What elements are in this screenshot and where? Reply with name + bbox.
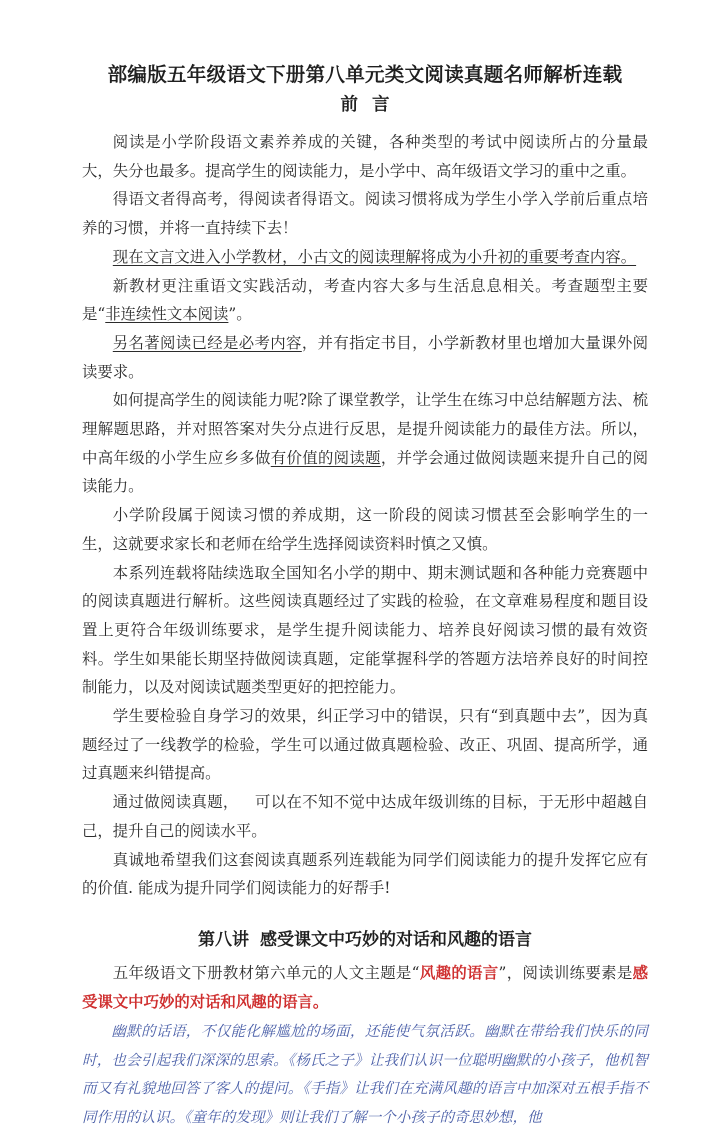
document-title: 部编版五年级语文下册第八单元类文阅读真题名师解析连载 [107, 63, 623, 86]
section-heading [82, 925, 648, 955]
paragraph-6 [82, 386, 648, 501]
paragraph-8: 本系列连载将陆续选取全国知名小学的期中、期末测试题和各种能力竞赛题中的阅读真题进行解析。这些阅读真题经过了实践的检验，在文章难易程度和题目设置上更符合年级训练要求，是学生提升阅读能力、培养良好阅读习惯的最有效资料。学生如果能长期坚持做阅读真题，定能掌握科学的答题方法培养良好的时间控制能力，以及对阅读试题类型更好的把控能力。 [82, 563, 648, 697]
underlined-text-noncontinuous-reading: 非连续性文本阅读 [105, 305, 229, 324]
highlight-reading-training-element: 感受课文中巧妙的对话和风趣的语言。 [82, 963, 648, 1011]
paragraph-6-tail: ，并学会通过做阅读题来提升自己的阅读能力。 [82, 448, 648, 496]
paragraph-12 [82, 959, 648, 1016]
paragraph-13: 幽默的话语，不仅能化解尴尬的场面，还能使气氛活跃。幽默在带给我们快乐的同时，也会引起我们深深的思索。《杨氏之子》让我们认识一位聪明幽默的小孩子，他机智而又有礼貌地回答了客人的提问。《手指》让我们在充满风趣的语言中加深对五根手指不同作用的认识。《童年的发现》则让我们了解一个小孩子的奇思妙想，他 [82, 1023, 648, 1126]
paragraph-1: 阅读是小学阶段语文素养养成的关键，各种类型的考试中阅读所占的分量最大，失分也最多。提高学生的阅读能力，是小学中、高年级语文学习的重中之重。 [82, 133, 648, 180]
paragraph-12-mid: ”，阅读训练要素是 [498, 963, 633, 982]
highlight-humorous-language: 风趣的语言 [419, 963, 499, 982]
section-heading-text: 感受课文中巧妙的对话和风趣的语言 [260, 929, 532, 950]
document-subtitle [82, 90, 648, 120]
paragraph-7: 小学阶段属于阅读习惯的养成期，这一阶段的阅读习惯甚至会影响学生的一生，这就要求家长和老师在给学生选择阅读资料时慎之又慎。 [82, 506, 648, 553]
paragraph-11: 真诚地希望我们这套阅读真题系列连载能为同学们阅读能力的提升发挥它应有的价值. 能成为提升同学们阅读能力的好帮手! [82, 850, 648, 898]
paragraph-2: 得语文者得高考，得阅读者得语文。阅读习惯将成为学生小学入学前后重点培养的习惯，并将一直持续下去！ [82, 190, 648, 238]
paragraph-9: 学生要检验自身学习的效果，纠正学习中的错误，只有“到真题中去”，因为真题经过了一线教学的检验，学生可以通过做真题检验、改正、巩固、提高所学，通过真题来纠错提高。 [82, 707, 648, 783]
underlined-text-masterpiece-reading: 另名著阅读已经是必考内容 [112, 333, 302, 352]
underlined-text-classical-chinese: 现在文言文进入小学教材，小古文的阅读理解将成为小升初的重要考查内容。 [112, 247, 637, 266]
paragraph-10-tail: 可以在不知不觉中达成年级训练的目标，于无形中超越自己，提升自己的阅读水平。 [82, 793, 648, 840]
paragraph-4-tail: ”。 [228, 305, 252, 324]
underlined-text-valuable-reading-questions: 有价值的阅读题 [270, 448, 381, 467]
paragraph-5 [82, 329, 648, 386]
section-heading-number: 第八讲 [198, 929, 249, 950]
paragraph-4 [82, 272, 648, 329]
paragraph-5-tail: ，并有指定书目，小学新教材里也增加大量课外阅读要求。 [82, 333, 648, 381]
subtitle-word-second: 言 [372, 95, 390, 115]
paragraph-12-head: 五年级语文下册教材第六单元的人文主题是“ [112, 963, 420, 982]
paragraph-10-head: 通过做阅读真题， [112, 793, 239, 812]
paragraph-6-head: 如何提高学生的阅读能力呢?除了课堂教学，让学生在练习中总结解题方法、梳理解题思路，并对照答案对失分点进行反思，是提升阅读能力的最佳方法。所以，中高年级的小学生应乡多做 [82, 391, 648, 467]
document-content [82, 62, 648, 1132]
subtitle-word-first: 前 [340, 95, 358, 115]
paragraph-4-head: 新教材更注重语文实践活动，考查内容大多与生活息息相关。考查题型主要是“ [82, 276, 648, 324]
paragraph-10 [82, 788, 648, 845]
paragraph-3 [82, 243, 648, 272]
